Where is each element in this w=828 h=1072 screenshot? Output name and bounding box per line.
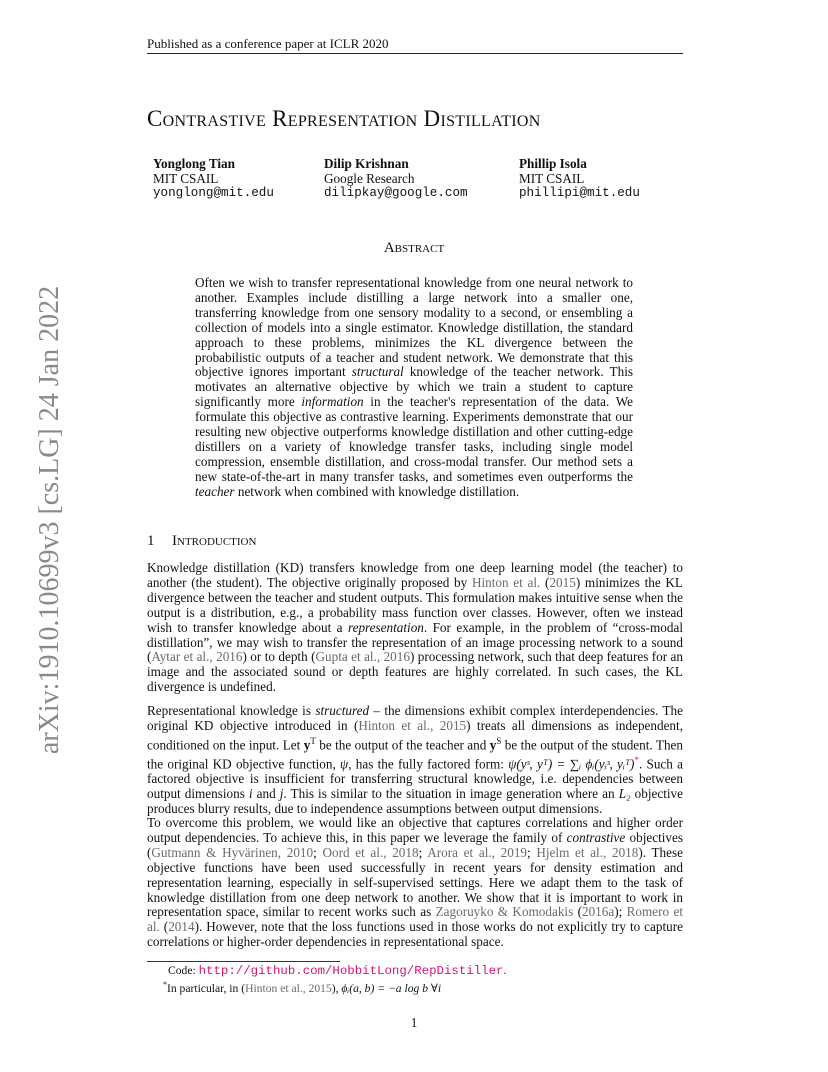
author-affiliation: Google Research	[324, 171, 415, 186]
citation-link[interactable]: Zagoruyko & Komodakis	[435, 904, 574, 920]
paper-title: Contrastive Representation Distillation	[147, 106, 541, 131]
author-affiliation: MIT CSAIL	[519, 171, 585, 186]
footnote-code: Code: http://github.com/HobbitLong/RepDistiller.	[168, 964, 507, 978]
citation-link[interactable]: 2015	[549, 574, 576, 590]
emphasis: teacher	[195, 483, 235, 499]
author-3	[519, 156, 640, 201]
author-2	[324, 156, 468, 201]
citation-link[interactable]: Hjelm et al., 2018	[536, 844, 639, 860]
footnote-star: *In particular, in (Hinton et al., 2015), ϕᵢ(a, b) = −a log b ∀i	[163, 980, 442, 995]
author-email[interactable]: yonglong@mit.edu	[153, 186, 274, 200]
math-formula: ϕᵢ(a, b) = −a log b ∀i	[341, 981, 442, 995]
emphasis: structural	[351, 364, 404, 380]
citation-link[interactable]: Hinton et al.	[471, 574, 541, 590]
section-title: Introduction	[172, 533, 257, 549]
emphasis: representation	[347, 619, 424, 635]
arxiv-stamp: arXiv:1910.10699v3 [cs.LG] 24 Jan 2022	[34, 285, 65, 755]
citation-link[interactable]: Oord et al., 2018	[322, 844, 419, 860]
footnote-rule	[147, 961, 340, 962]
abstract-body: Often we wish to transfer representational knowledge from one neural network to another. Examples include distilling a large network into a smaller one, transferring knowledge from one sensory modality to a second, or ensembling a collection of models into a single estimator. Knowledge distillation, the standard approach to these problems, minimizes the KL divergence between the probabilistic outputs of a teacher and student network. We demonstrate that this objective ignores important structural knowledge of the teacher network. This motivates an alternative objective by which we train a student to capture significantly more information in the teacher's representation of the data. We formulate this objective as contrastive learning. Experiments demonstrate that our resulting new objective outperforms knowledge distillation and other cutting-edge distillers on a variety of knowledge transfer tasks, including single model compression, ensemble distillation, and cross-modal transfer. Our method sets a new state-of-the-art in many transfer tasks, and sometimes even outperforms the teacher network when combined with knowledge distillation.	[195, 275, 633, 499]
author-name: Phillip Isola	[519, 156, 587, 171]
page-number: 1	[410, 1015, 418, 1030]
author-email[interactable]: phillipi@mit.edu	[519, 186, 640, 200]
author-1	[153, 156, 274, 201]
author-name: Yonglong Tian	[153, 156, 235, 171]
running-header: Published as a conference paper at ICLR 2020	[147, 36, 389, 51]
emphasis: information	[301, 394, 364, 410]
citation-link[interactable]: Hinton et al., 2015	[358, 717, 467, 733]
footnote-marker[interactable]: *	[634, 755, 639, 766]
emphasis: contrastive	[566, 829, 626, 845]
header-rule	[147, 53, 683, 54]
citation-link[interactable]: 2016a	[581, 904, 615, 920]
author-name: Dilip Krishnan	[324, 156, 409, 171]
abstract-heading: Abstract	[383, 240, 445, 256]
math-formula: ψ(yˢ, yᵀ) = ∑ᵢ ϕᵢ(yᵢˢ, yᵢᵀ)	[508, 756, 635, 772]
citation-link[interactable]: 2014	[168, 919, 195, 935]
author-email[interactable]: dilipkay@google.com	[324, 186, 468, 200]
intro-paragraph-1: Knowledge distillation (KD) transfers knowledge from one deep learning model (the teacher) to another (the student). The objective originally proposed by Hinton et al. (2015) minimizes the KL divergence between the teacher and student outputs. This formulation makes intuitive sense when the output is a distribution, e.g., a probability mass function over classes. However, often we instead wish to transfer knowledge about a representation. For example, in the problem of “cross-modal distillation”, we may wish to transfer the representation of an image processing network to a sound (Aytar et al., 2016) or to depth (Gupta et al., 2016) processing network, such that deep features for an image and the associated sound or depth features are highly correlated. In such cases, the KL divergence is undefined.	[147, 560, 684, 695]
intro-paragraph-3: To overcome this problem, we would like an objective that captures correlations and higher order output dependencies. To achieve this, in this paper we leverage the family of contrastive objectives (Gutmann & Hyvärinen, 2010; Oord et al., 2018; Arora et al., 2019; Hjelm et al., 2018). These objective functions have been used successfully in recent years for density estimation and representation learning, especially in self-supervised settings. Here we adapt them to the task of knowledge distillation from one deep network to another. We show that it is important to work in representation space, similar to recent works such as Zagoruyko & Komodakis (2016a); Romero et al. (2014). However, note that the loss functions used in those works do not explicitly try to capture correlations or higher-order dependencies in representational space.	[147, 815, 683, 950]
citation-link[interactable]: Arora et al., 2019	[427, 844, 528, 860]
citation-link[interactable]: Gutmann & Hyvärinen, 2010	[151, 844, 314, 860]
emphasis: structured	[315, 703, 370, 718]
citation-link[interactable]: Aytar et al., 2016	[151, 649, 243, 665]
section-number: 1	[147, 533, 155, 549]
intro-paragraph-2: Representational knowledge is structured – the dimensions exhibit complex interdependencies. The original KD objective introduced in (Hinton et al., 2015) treats all dimensions as independent, conditioned on the input. Let $y^T$ be the output of the teacher and $y^S$ be the output of the student. Then the original KD objective function, ψ, has the fully factored form: ψ(yˢ, yᵀ) = ∑ᵢ ϕᵢ(yᵢˢ, yᵢᵀ)*. Such a factored objective is insufficient for transferring structural knowledge, i.e. dependencies between output dimensions i and j. This is similar to the situation in image generation where an L₂ objective produces blurry results, due to independence assumptions between output dimensions.	[147, 703, 684, 817]
citation-link[interactable]: Romero et al.	[147, 904, 683, 935]
code-url-link[interactable]: http://github.com/HobbitLong/RepDistiller	[198, 964, 504, 978]
section-heading	[147, 533, 256, 550]
citation-link[interactable]: Gupta et al., 2016	[315, 649, 410, 665]
author-affiliation: MIT CSAIL	[153, 171, 219, 186]
citation-link[interactable]: Hinton et al., 2015	[245, 981, 332, 995]
